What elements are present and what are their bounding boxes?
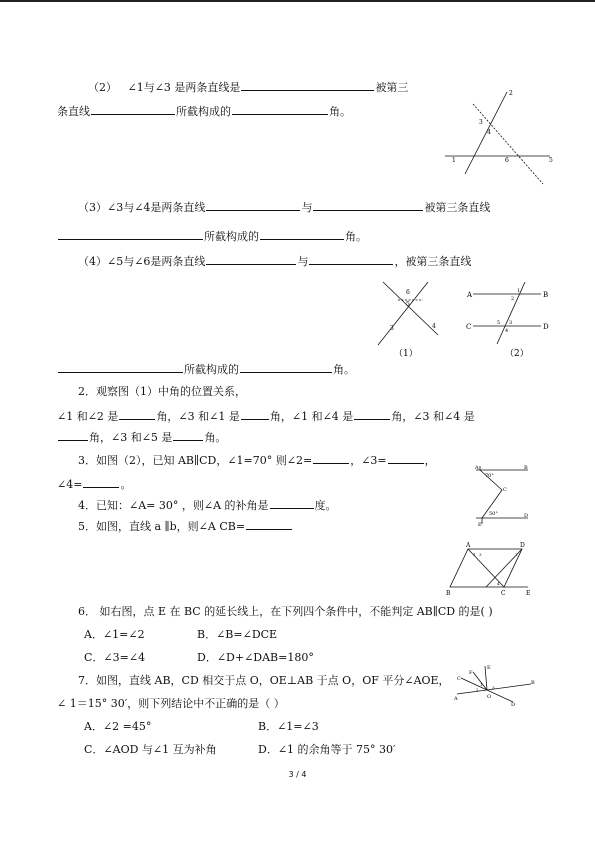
ex2-blank-2[interactable]	[241, 409, 269, 420]
q2-text-e: 角。	[329, 105, 351, 118]
fig7-label-B: B	[531, 680, 535, 686]
fig-top-label-2: 2	[509, 90, 513, 97]
ex2-text-c: 角，∠1 和∠4 是	[269, 410, 354, 423]
ex3-text-d: ∠4=	[57, 478, 83, 491]
q3-text-a: ∠3与∠4是两条直线	[107, 201, 206, 214]
ex2-text-f: 角。	[204, 431, 227, 444]
fig5-label-4: 4	[497, 581, 500, 586]
fig3-label-E: E	[478, 522, 482, 528]
ex6-option-a[interactable]: A．∠1=∠2	[84, 628, 145, 641]
ex3-line1	[78, 453, 436, 468]
q4-blank-1[interactable]	[206, 254, 296, 265]
figure-2	[465, 282, 555, 362]
fig-top-label-3: 3	[479, 119, 483, 126]
q2-text-d: 所截构成的	[176, 105, 231, 118]
q3-blank-4[interactable]	[260, 229, 344, 240]
fig3-label-A: A	[475, 465, 479, 471]
fig3-label-C: C	[503, 487, 507, 493]
fig1-label-6: 6	[406, 289, 410, 296]
fig2-label-3: 3	[509, 320, 513, 326]
fig5-label-2: 2	[515, 552, 518, 557]
figure-7	[447, 662, 547, 706]
fig3-angle-50: 50°	[489, 511, 498, 517]
fig1-label-5: 5	[406, 301, 410, 308]
fig3-label-D: D	[524, 513, 529, 519]
fig7-label-2: 2	[476, 687, 479, 692]
ex2-text-e: 角，∠3 和∠5 是	[89, 431, 173, 444]
ex2-line2	[57, 409, 475, 424]
q2-blank-2[interactable]	[91, 104, 175, 115]
ex7-question-2: ∠ 1＝15° 30′，则下列结论中不正确的是（ ）	[57, 697, 285, 710]
ex4-blank[interactable]	[270, 498, 314, 509]
q4-text-d: 所截构成的	[184, 363, 239, 376]
ex6-question: 6． 如右图，点 E 在 BC 的延长线上，在下列四个条件中，不能判定 AB∥CD 的是( )	[78, 605, 493, 618]
ex3-text-b: ，∠3=	[350, 454, 387, 467]
q4-text-b: 与	[297, 255, 309, 268]
q3-blank-3[interactable]	[58, 229, 203, 240]
fig-top-label-4: 4	[487, 129, 491, 136]
figure-5	[446, 541, 534, 597]
q3-line2	[57, 229, 367, 244]
q2-blank-3[interactable]	[232, 104, 328, 115]
ex3-line2	[57, 477, 131, 492]
fig3-label-B: B	[524, 465, 528, 471]
ex7-question-1: 7．如图，直线 AB，CD 相交于点 O，OE⊥AB 于点 O，OF 平分∠AOE，	[78, 674, 450, 687]
fig1-label-4: 4	[432, 323, 436, 330]
ex3-blank-1[interactable]	[313, 453, 349, 464]
fig2-label-2: 2	[511, 296, 515, 302]
q3-text-e: 角。	[345, 230, 367, 243]
fig2-label-A: A	[467, 291, 473, 299]
ex7-option-a[interactable]: A．∠2 =45°	[84, 720, 152, 733]
q3-blank-1[interactable]	[206, 200, 300, 211]
q4-line2	[57, 362, 355, 377]
q2-number: （2）	[88, 81, 117, 94]
fig5-label-D: D	[520, 542, 525, 549]
ex2-blank-3[interactable]	[354, 409, 390, 420]
fig2-label-1: 1	[517, 288, 521, 294]
ex2-text-d: 角，∠3 和∠4 是	[391, 410, 475, 423]
fig-top-label-6: 6	[505, 157, 509, 164]
q2-text-c: 条直线	[57, 105, 90, 118]
q3-text-d: 所截构成的	[204, 230, 259, 243]
ex4-text-b: 度。	[314, 499, 337, 512]
ex3-blank-3[interactable]	[83, 477, 119, 488]
fig1-label-3: 3	[390, 325, 394, 332]
ex2-blank-4[interactable]	[58, 430, 88, 441]
fig7-label-3: 3	[492, 685, 495, 690]
q2-blank-1[interactable]	[241, 80, 374, 91]
ex7-option-d[interactable]: D．∠1 的余角等于 75° 30′	[258, 743, 396, 756]
ex3-text-e: 。	[120, 478, 132, 491]
q4-text-e: 角。	[333, 363, 355, 376]
fig1-caption: （1）	[394, 349, 418, 359]
q4-blank-2[interactable]	[309, 254, 393, 265]
q2-line2	[57, 104, 351, 119]
ex7-option-b[interactable]: B．∠1=∠3	[258, 720, 319, 733]
fig7-label-D: D	[511, 702, 516, 706]
fig2-label-D: D	[543, 323, 549, 331]
ex5-blank[interactable]	[246, 519, 292, 530]
q3-text-c: 被第三条直线	[424, 201, 491, 214]
q4-text-a: ∠5与∠6是两条直线	[107, 255, 206, 268]
fig2-label-B: B	[543, 291, 549, 299]
ex2-blank-5[interactable]	[173, 430, 203, 441]
ex6-option-b[interactable]: B．∠B=∠DCE	[197, 628, 278, 641]
ex7-option-c[interactable]: C．∠AOD 与∠1 互为补角	[84, 743, 217, 756]
fig7-label-O: O	[487, 694, 492, 700]
q2-text-a: ∠1与∠3 是两条直线是	[127, 81, 241, 94]
ex3-blank-2[interactable]	[388, 453, 424, 464]
fig5-label-1: 1	[473, 552, 476, 557]
fig5-label-E: E	[526, 590, 531, 597]
ex2-text-a: ∠1 和∠2 是	[57, 410, 119, 423]
q3-number: （3）	[78, 201, 107, 214]
figure-angles-top	[445, 86, 557, 186]
ex4-line	[78, 498, 337, 513]
ex2-text-b: 角，∠3 和∠1 是	[156, 410, 240, 423]
figure-1	[368, 280, 448, 360]
ex3-text-a: 3．如图（2），已知 AB∥CD，∠1=70° 则∠2=	[78, 454, 313, 467]
q4-text-c: ，被第三条直线	[394, 255, 472, 268]
ex6-option-c[interactable]: C．∠3=∠4	[84, 651, 146, 664]
q4-line1	[78, 254, 471, 269]
fig5-label-C: C	[501, 590, 506, 597]
figure-3	[472, 462, 532, 530]
ex5-text: 5．如图，直线 a ∥b，则∠A CB=	[78, 520, 246, 533]
q4-blank-4[interactable]	[240, 362, 332, 373]
q2-text-b: 被第三	[375, 81, 409, 94]
q3-blank-2[interactable]	[313, 200, 423, 211]
ex6-option-d[interactable]: D．∠D+∠DAB=180°	[197, 651, 314, 664]
page-number: 3 / 4	[288, 770, 307, 779]
ex3-text-c: ，	[424, 454, 436, 467]
q4-blank-3[interactable]	[58, 362, 183, 373]
q4-number: （4）	[78, 255, 107, 268]
fig7-label-C: C	[457, 676, 461, 682]
fig2-label-4: 4	[505, 328, 509, 334]
fig5-label-3: 3	[479, 552, 482, 557]
ex5-line	[78, 519, 293, 534]
fig7-label-A: A	[454, 696, 458, 702]
fig2-label-5: 5	[497, 320, 501, 326]
fig3-angle-70: 70°	[485, 473, 494, 479]
ex2-line1: 2．观察图（1）中角的位置关系，	[78, 385, 246, 398]
ex4-text-a: 4．已知：∠A= 30° ，则∠A 的补角是	[78, 499, 269, 512]
top-rule	[0, 0, 595, 2]
fig7-label-E: E	[487, 665, 491, 671]
fig-top-label-1: 1	[452, 157, 456, 164]
fig2-caption: （2）	[505, 349, 529, 359]
q2-line1	[88, 80, 408, 95]
q3-line1	[78, 200, 490, 215]
fig-top-label-5: 5	[549, 157, 553, 164]
ex2-line3	[57, 430, 226, 445]
ex2-blank-1[interactable]	[119, 409, 155, 420]
fig2-label-C: C	[466, 323, 472, 331]
fig7-label-1: 1	[480, 682, 483, 687]
fig7-label-F: F	[469, 670, 473, 676]
fig5-label-A: A	[466, 542, 471, 549]
q3-text-b: 与	[301, 201, 313, 214]
fig5-label-B: B	[446, 590, 451, 597]
